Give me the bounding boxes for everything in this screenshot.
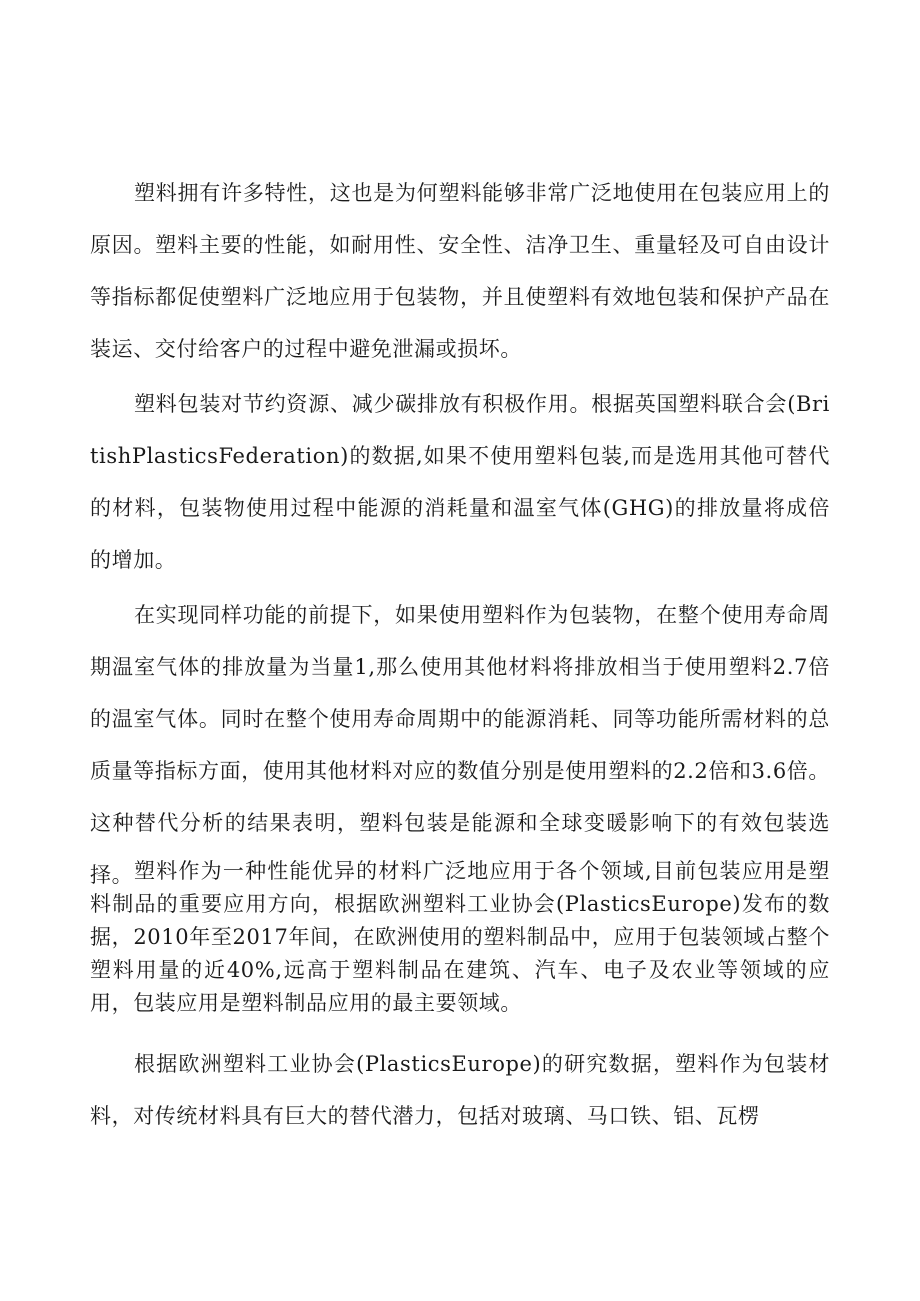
paragraph-lifecycle-emissions: 在实现同样功能的前提下，如果使用塑料作为包装物，在整个使用寿命周期温室气体的排放量为当量1,那么使用其他材料将排放相当于使用塑料2.7倍的温室气体。同时在整个使用寿命周期中的能源消耗、同等功能所需材料的总质量等指标方面，使用其他材料对应的数值分别是使用塑料的2.2倍和3.6倍。这种替代分析的结果表明，塑料包装是能源和全球变暖影响下的有效包装选择。 xyxy=(90,603,830,887)
paragraph-packaging-share: 塑料作为一种性能优异的材料广泛地应用于各个领域,目前包装应用是塑料制品的重要应用方向，根据欧洲塑料工业协会(PlasticsEurope)发布的数据，2010年至2017年间，在欧洲使用的塑料制品中，应用于包装领域占整个塑料用量的近40%,远高于塑料制品在建筑、汽车、电子及农业等领域的应用，包装应用是塑料制品应用的最主要领域。 xyxy=(90,859,830,1015)
paragraph-carbon-reduction: 塑料包装对节约资源、减少碳排放有积极作用。根据英国塑料联合会(BritishPlasticsFederation)的数据,如果不使用塑料包装,而是选用其他可替代的材料，包装物使用过程中能源的消耗量和温室气体(GHG)的排放量将成倍的增加。 xyxy=(90,392,830,572)
paragraph-plastic-properties: 塑料拥有许多特性，这也是为何塑料能够非常广泛地使用在包装应用上的原因。塑料主要的性能，如耐用性、安全性、洁净卫生、重量轻及可自由设计等指标都促使塑料广泛地应用于包装物，并且使塑料有效地包装和保护产品在装运、交付给客户的过程中避免泄漏或损坏。 xyxy=(90,181,830,361)
paragraph-substitution-potential: 根据欧洲塑料工业协会(PlasticsEurope)的研究数据，塑料作为包装材料，对传统材料具有巨大的替代潜力，包括对玻璃、马口铁、铝、瓦楞 xyxy=(90,1052,830,1128)
